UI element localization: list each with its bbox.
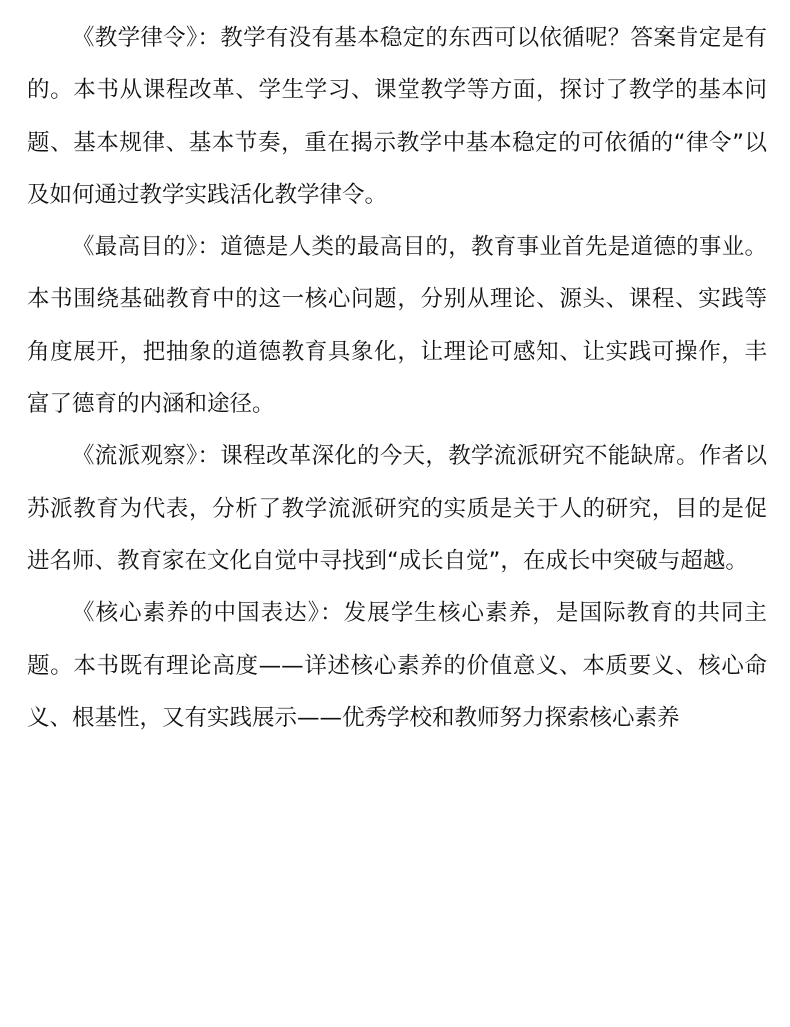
paragraph-liupai-guancha: 《流派观察》：课程改革深化的今天，教学流派研究不能缺席。作者以苏派教育为代表，分析了教学流派研究的实质是关于人的研究，目的是促进名师、教育家在文化自觉中寻找到“成长自觉”，在成长中突破与超越。 <box>27 443 767 574</box>
paragraph-jiaoxue-lvling: 《教学律令》：教学有没有基本稳定的东西可以依循呢？答案肯定是有的。本书从课程改革、学生学习、课堂教学等方面，探讨了教学的基本问题、基本规律、基本节奏，重在揭示教学中基本稳定的可依循的“律令”以及如何通过教学实践活化教学律令。 <box>27 25 767 208</box>
paragraph-hexin-suyang: 《核心素养的中国表达》：发展学生核心素养，是国际教育的共同主题。本书既有理论高度——详述核心素养的价值意义、本质要义、核心命义、根基性，又有实践展示——优秀学校和教师努力探索核心素养 <box>27 600 767 731</box>
paragraph-zuigao-mudi: 《最高目的》：道德是人类的最高目的，教育事业首先是道德的事业。本书围绕基础教育中的这一核心问题，分别从理论、源头、课程、实践等角度展开，把抽象的道德教育具象化，让理论可感知、让实践可操作，丰富了德育的内涵和途径。 <box>27 234 767 418</box>
document-body <box>27 12 767 744</box>
